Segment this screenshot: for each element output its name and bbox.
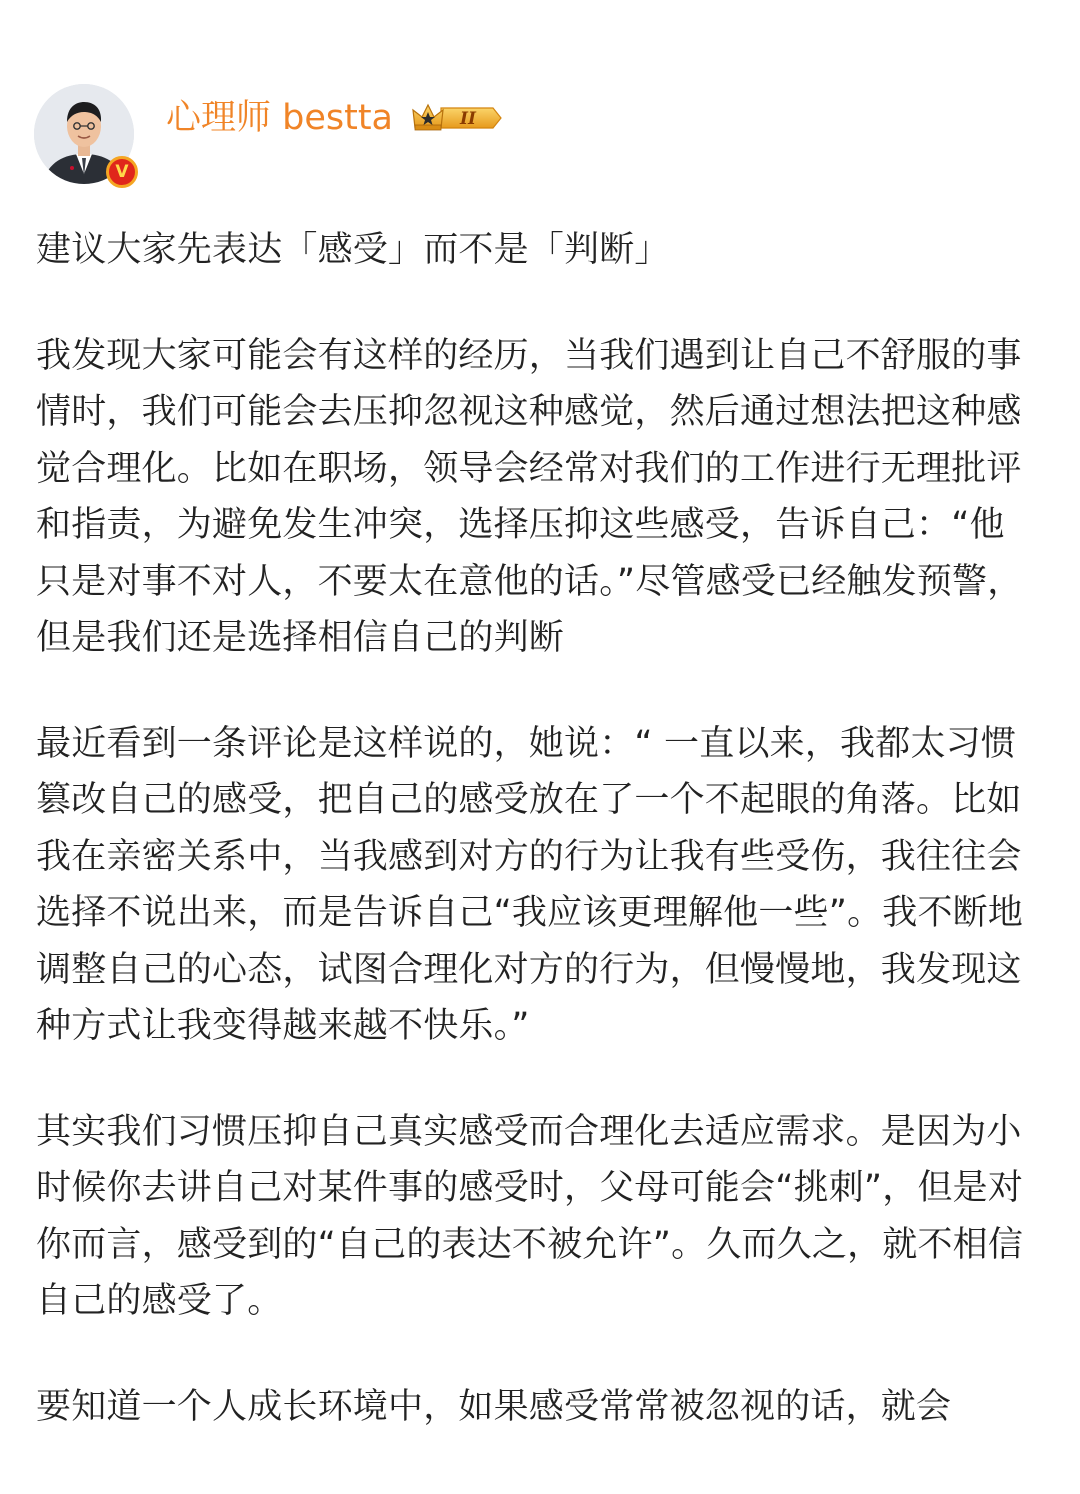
post-title: 建议大家先表达「感受」而不是「判断」 bbox=[36, 230, 670, 270]
post-header bbox=[34, 84, 503, 188]
post-body bbox=[36, 222, 1036, 1484]
avatar-container[interactable] bbox=[34, 84, 134, 184]
post-paragraph-2: 最近看到一条评论是这样说的，她说：“ 一直以来，我都太习惯篡改自己的感受，把自己的感受放在了一个不起眼的角落。比如我在亲密关系中，当我感到对方的行为让我有些受伤，我往往会选择不说出来，而是告诉自己“我应该更理解他一些”。我不断地调整自己的心态，试图合理化对方的行为，但慢慢地，我发现这种方式让我变得越来越不快乐。” bbox=[36, 723, 1024, 1046]
crown-level-icon bbox=[411, 101, 503, 135]
verified-badge-icon: V bbox=[106, 156, 138, 188]
author-name-row bbox=[166, 96, 503, 140]
post-paragraph-1: 我发现大家可能会有这样的经历，当我们遇到让自己不舒服的事情时，我们可能会去压抑忽视这种感觉，然后通过想法把这种感觉合理化。比如在职场，领导会经常对我们的工作进行无理批评和指责，为避免发生冲突，选择压抑这些感受，告诉自己：“他只是对事不对人，不要太在意他的话。”尽管感受已经触发预警，但是我们还是选择相信自己的判断 bbox=[36, 335, 1023, 658]
post-paragraph-4: 要知道一个人成长环境中，如果感受常常被忽视的话，就会 bbox=[36, 1386, 952, 1427]
level-badge[interactable] bbox=[411, 101, 503, 135]
level-badge-text: II bbox=[460, 109, 476, 129]
author-name[interactable]: 心理师 bestta bbox=[166, 98, 394, 138]
post-paragraph-3: 其实我们习惯压抑自己真实感受而合理化去适应需求。是因为小时候你去讲自己对某件事的感受时，父母可能会“挑刺”，但是对你而言，感受到的“自己的表达不被允许”。久而久之，就不相信自己的感受了。 bbox=[36, 1111, 1024, 1321]
